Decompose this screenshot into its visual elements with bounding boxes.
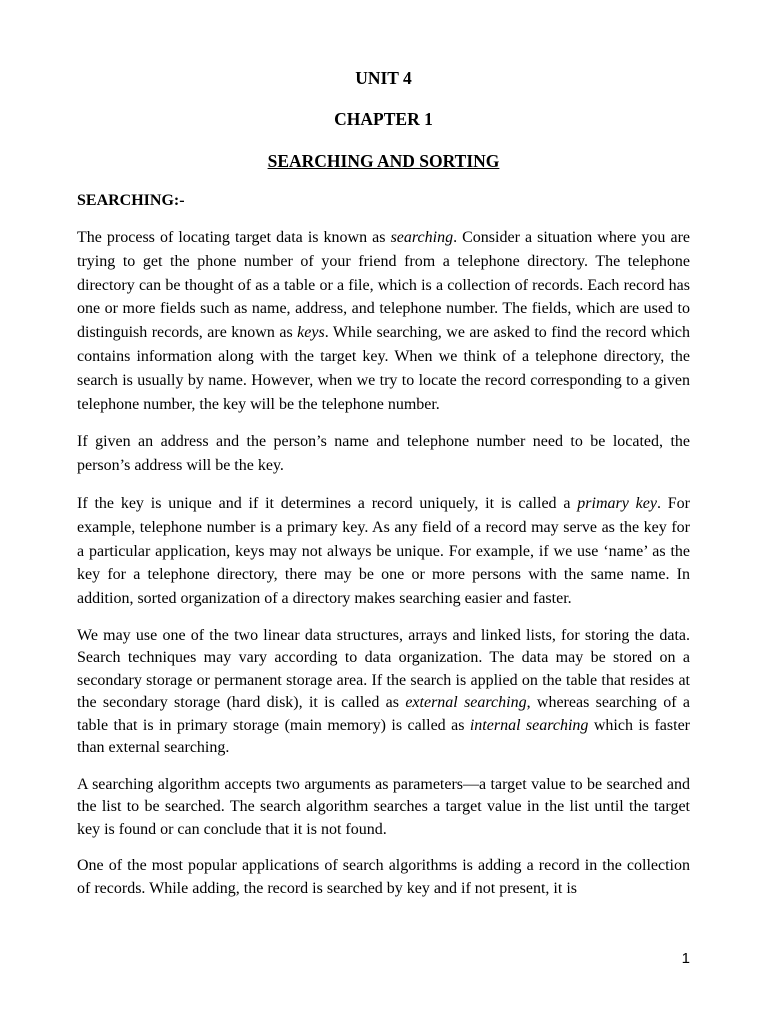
- page-content: [77, 66, 690, 914]
- page-number: 1: [681, 950, 690, 967]
- paragraph-4-text-e: which is faster than external searching.: [77, 716, 691, 757]
- paragraph-5: A searching algorithm accepts two arguments as parameters—a target value to be searched and the list to be searched. The search algorithm searches a target value in the list until the target key is found or can conclude that it is not found.: [77, 775, 690, 838]
- paragraph-6: One of the most popular applications of search algorithms is adding a record in the collection of records. While adding, the record is searched by key and if not present, it is: [77, 857, 690, 897]
- chapter-title: SEARCHING AND SORTING: [267, 151, 500, 171]
- paragraph-4-text-a: We may use one of the two linear data structures, arrays and linked lists, for storing the data. Search techniques may vary according to data organization. The data may be stored on a secondary storage or permanent storage area. If the search is applied on the table that resides at the secondary storage (hard disk), it is called as: [77, 626, 690, 712]
- paragraph-3-text-c: . For example, telephone number is a primary key. As any field of a record may serve as the key for a particular application, keys may not always be unique. For example, if we use ‘name’ as the key for a telephone directory, there may be one or more persons with the same name. In addition, sorted organization of a directory makes searching easier and faster.: [77, 494, 691, 608]
- term-keys: keys: [297, 324, 325, 342]
- term-primary-key: primary key: [577, 494, 657, 512]
- paragraph-4: [77, 625, 690, 760]
- paragraph-1-text-c: . Consider a situation where you are trying to get the phone number of your friend from a telephone directory. The telephone directory can be thought of as a table or a file, which is a collection of records. Each record has one or more fields such as name, address, and telephone number. The fields, which are used to distinguish records, are known as: [77, 229, 691, 342]
- chapter-heading: CHAPTER 1: [334, 109, 433, 129]
- term-external-searching: external searching: [405, 694, 527, 712]
- paragraph-1-text-a: The process of locating target data is known as: [77, 229, 391, 246]
- paragraph-3: [77, 492, 690, 611]
- term-searching: searching: [390, 229, 454, 246]
- section-heading-searching: SEARCHING:-: [77, 192, 185, 209]
- paragraph-1: [77, 226, 690, 416]
- paragraph-3-text-a: If the key is unique and if it determines a record uniquely, it is called a: [77, 494, 578, 512]
- paragraph-2: If given an address and the person’s name and telephone number need to be located, the person’s address will be the key.: [77, 433, 690, 475]
- unit-heading: UNIT 4: [355, 68, 412, 88]
- paragraph-1-text-e: . While searching, we are asked to find the record which contains information along with the target key. When we think of a telephone directory, the search is usually by name. However, when we try to locate the record corresponding to a given telephone number, the key will be the telephone number.: [77, 324, 691, 413]
- paragraph-4-text-c: , whereas searching of a table that is in primary storage (main memory) is called as: [77, 694, 690, 734]
- term-internal-searching: internal searching: [469, 716, 589, 734]
